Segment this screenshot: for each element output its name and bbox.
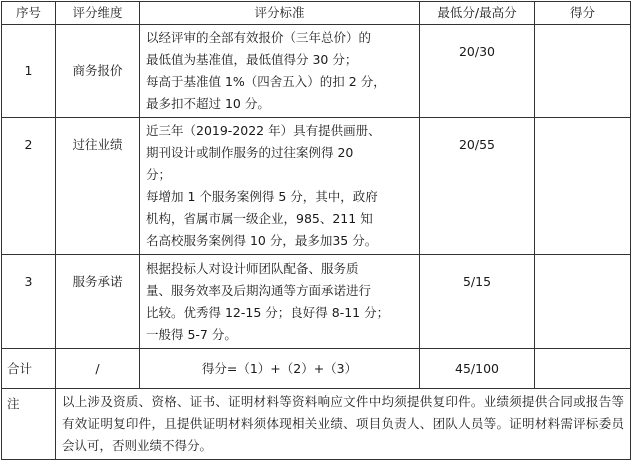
criteria-line: 最多扣不超过 10 分。	[146, 96, 270, 111]
header-range: 最低分/最高分	[420, 2, 535, 25]
row-range: 5/15	[420, 255, 535, 349]
row-seq: 1	[2, 25, 56, 118]
criteria-line: 名高校服务案例得 10 分，最多加35 分。	[146, 233, 378, 248]
row-score	[535, 255, 631, 349]
row-dimension: 商务报价	[56, 25, 140, 118]
criteria-line: 近三年（2019-2022 年）具有提供画册、	[146, 123, 381, 138]
header-seq: 序号	[2, 2, 56, 25]
header-score: 得分	[535, 2, 631, 25]
scoring-table	[1, 1, 631, 460]
criteria-line: 一般得 5-7 分。	[146, 326, 237, 342]
note-row	[2, 389, 631, 460]
criteria-line: 机构，省属市属一级企业，985、211 知	[146, 211, 373, 226]
row-criteria	[140, 118, 420, 255]
criteria-line: 每高于基准值 1%（四舍五入）的扣 2 分，	[146, 74, 386, 89]
total-range: 45/100	[420, 349, 535, 389]
total-label: 合计	[2, 349, 56, 389]
row-range: 20/55	[420, 118, 535, 255]
criteria-line: 根据投标人对设计师团队配备、服务质	[146, 260, 359, 276]
criteria-line: 分；	[146, 167, 172, 182]
total-dimension: /	[56, 349, 140, 389]
total-formula: 得分=（1）+（2）+（3）	[140, 349, 420, 389]
total-row	[2, 349, 631, 389]
row-criteria	[140, 255, 420, 349]
table-row	[2, 255, 631, 349]
criteria-line: 期刊设计或制作服务的过往案例得 20	[146, 145, 354, 160]
row-seq: 2	[2, 118, 56, 255]
row-dimension: 服务承诺	[56, 255, 140, 349]
row-score	[535, 25, 631, 118]
table-row	[2, 25, 631, 118]
total-score	[535, 349, 631, 389]
criteria-line: 每增加 1 个服务案例得 5 分，其中，政府	[146, 189, 378, 204]
row-seq: 3	[2, 255, 56, 349]
note-text: 以上涉及资质、资格、证书、证明材料等资料响应文件中均须提供复印件。业绩须提供合同或报告等有效证明复印件，且提供证明材料须体现相关业绩、项目负责人、团队人员等。证明材料需评标委员会认可，否则业绩不得分。	[56, 389, 631, 460]
row-criteria	[140, 25, 420, 118]
header-row	[2, 2, 631, 25]
row-score	[535, 118, 631, 255]
row-range: 20/30	[420, 25, 535, 118]
header-dimension: 评分维度	[56, 2, 140, 25]
note-label: 注	[2, 389, 56, 460]
header-criteria: 评分标准	[140, 2, 420, 25]
criteria-line: 最低值为基准值，最低值得分 30 分；	[146, 52, 358, 67]
row-dimension: 过往业绩	[56, 118, 140, 255]
table-row	[2, 118, 631, 255]
criteria-line: 量、服务效率及后期沟通等方面承诺进行	[146, 282, 372, 298]
criteria-line: 以经评审的全部有效报价（三年总价）的	[146, 30, 372, 45]
criteria-line: 比较。优秀得 12-15 分；良好得 8-11 分；	[146, 304, 390, 320]
